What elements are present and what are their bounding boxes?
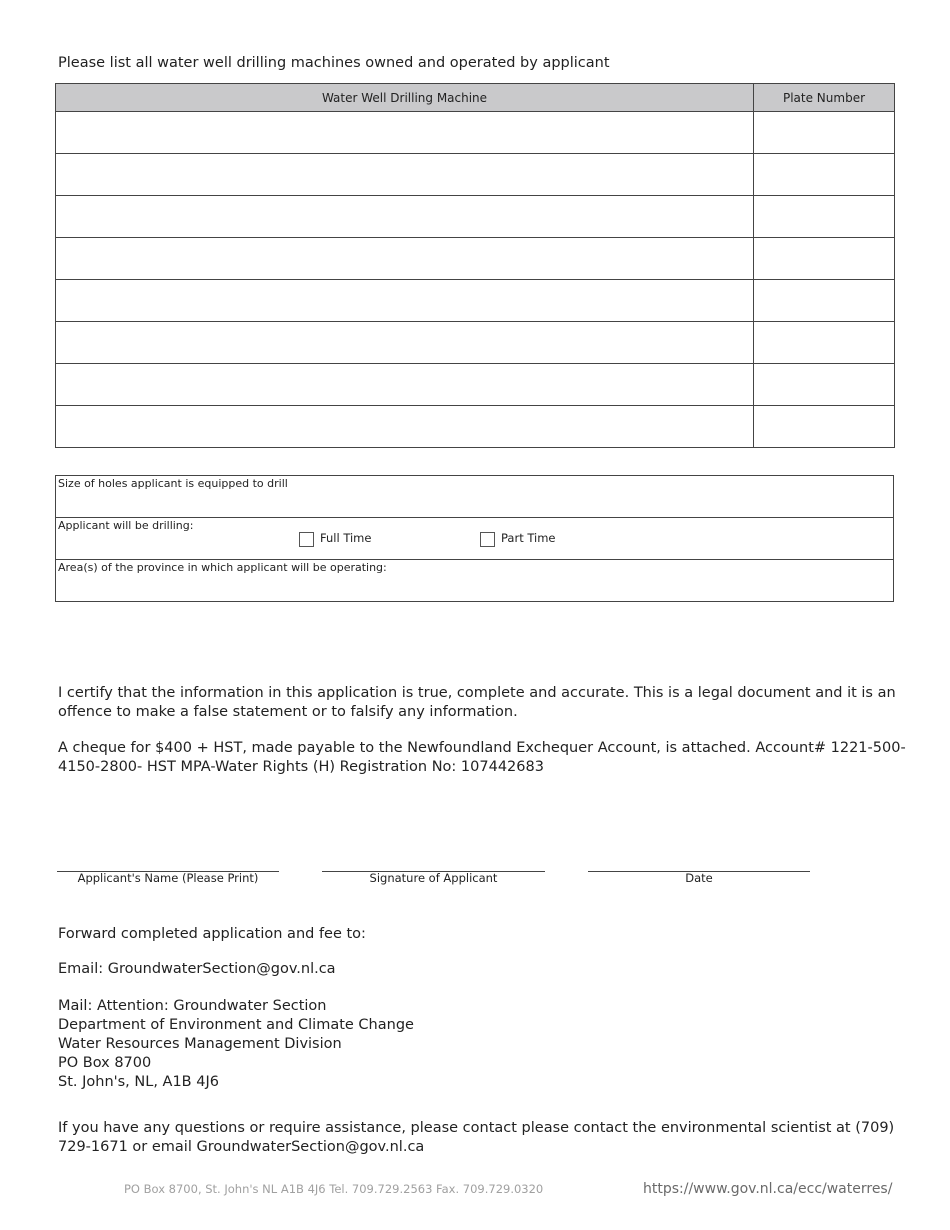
table-row <box>56 280 895 322</box>
full-time-checkbox[interactable] <box>299 532 314 547</box>
plate-cell[interactable] <box>754 280 895 322</box>
plate-cell[interactable] <box>754 196 895 238</box>
header-plate-number: Plate Number <box>754 84 895 112</box>
date-label: Date <box>685 871 713 885</box>
machine-cell[interactable] <box>56 112 754 154</box>
mail-line: Department of Environment and Climate Change <box>58 1017 414 1033</box>
machine-cell[interactable] <box>56 280 754 322</box>
operating-area-field[interactable] <box>56 560 893 601</box>
drilling-schedule-field <box>56 518 893 560</box>
drilling-label: Applicant will be drilling: <box>58 519 194 532</box>
machine-cell[interactable] <box>56 154 754 196</box>
contact-email: Email: GroundwaterSection@gov.nl.ca <box>58 961 336 977</box>
plate-cell[interactable] <box>754 112 895 154</box>
table-row <box>56 364 895 406</box>
forward-heading: Forward completed application and fee to: <box>58 926 366 942</box>
mail-line: Water Resources Management Division <box>58 1036 342 1052</box>
machine-cell[interactable] <box>56 196 754 238</box>
mailing-address <box>58 997 414 1092</box>
plate-cell[interactable] <box>754 154 895 196</box>
certification-statement: I certify that the information in this application is true, complete and accurate. This is a legal document and it is an offence to make a false statement or to falsify any information. <box>58 685 896 720</box>
footer-address: PO Box 8700, St. John's NL A1B 4J6 Tel. 709.729.2563 Fax. 709.729.0320 <box>124 1182 544 1196</box>
area-label: Area(s) of the province in which applicant will be operating: <box>58 561 387 574</box>
mail-line: Mail: Attention: Groundwater Section <box>58 998 327 1014</box>
plate-cell[interactable] <box>754 406 895 448</box>
table-row <box>56 154 895 196</box>
mail-line: St. John's, NL, A1B 4J6 <box>58 1074 219 1090</box>
cheque-statement: A cheque for $400 + HST, made payable to the Newfoundland Exchequer Account, is attached. Account# 1221-500-4150-2800- HST MPA-Water Rights (H) Registration No: 107442683 <box>58 740 906 775</box>
machine-cell[interactable] <box>56 238 754 280</box>
machine-cell[interactable] <box>56 364 754 406</box>
footer-url[interactable]: https://www.gov.nl.ca/ecc/waterres/ <box>643 1181 893 1197</box>
applicant-details-box <box>55 475 894 602</box>
hole-size-field[interactable] <box>56 476 893 518</box>
applicant-name-label: Applicant's Name (Please Print) <box>77 871 259 885</box>
table-row <box>56 112 895 154</box>
part-time-label: Part Time <box>501 531 556 545</box>
table-row <box>56 196 895 238</box>
table-header-row <box>56 84 895 112</box>
plate-cell[interactable] <box>754 322 895 364</box>
questions-statement: If you have any questions or require assistance, please contact please contact the environmental scientist at (709) 729-1671 or email GroundwaterSection@gov.nl.ca <box>58 1120 895 1155</box>
table-row <box>56 238 895 280</box>
plate-cell[interactable] <box>754 364 895 406</box>
mail-line: PO Box 8700 <box>58 1055 152 1071</box>
full-time-label: Full Time <box>320 531 372 545</box>
table-row <box>56 322 895 364</box>
machines-table <box>55 83 895 448</box>
table-intro: Please list all water well drilling machines owned and operated by applicant <box>58 55 610 71</box>
part-time-checkbox[interactable] <box>480 532 495 547</box>
plate-cell[interactable] <box>754 238 895 280</box>
machine-cell[interactable] <box>56 322 754 364</box>
hole-size-label: Size of holes applicant is equipped to drill <box>58 477 288 490</box>
table-row <box>56 406 895 448</box>
machine-cell[interactable] <box>56 406 754 448</box>
signature-label: Signature of Applicant <box>369 871 498 885</box>
header-machine: Water Well Drilling Machine <box>56 84 754 112</box>
